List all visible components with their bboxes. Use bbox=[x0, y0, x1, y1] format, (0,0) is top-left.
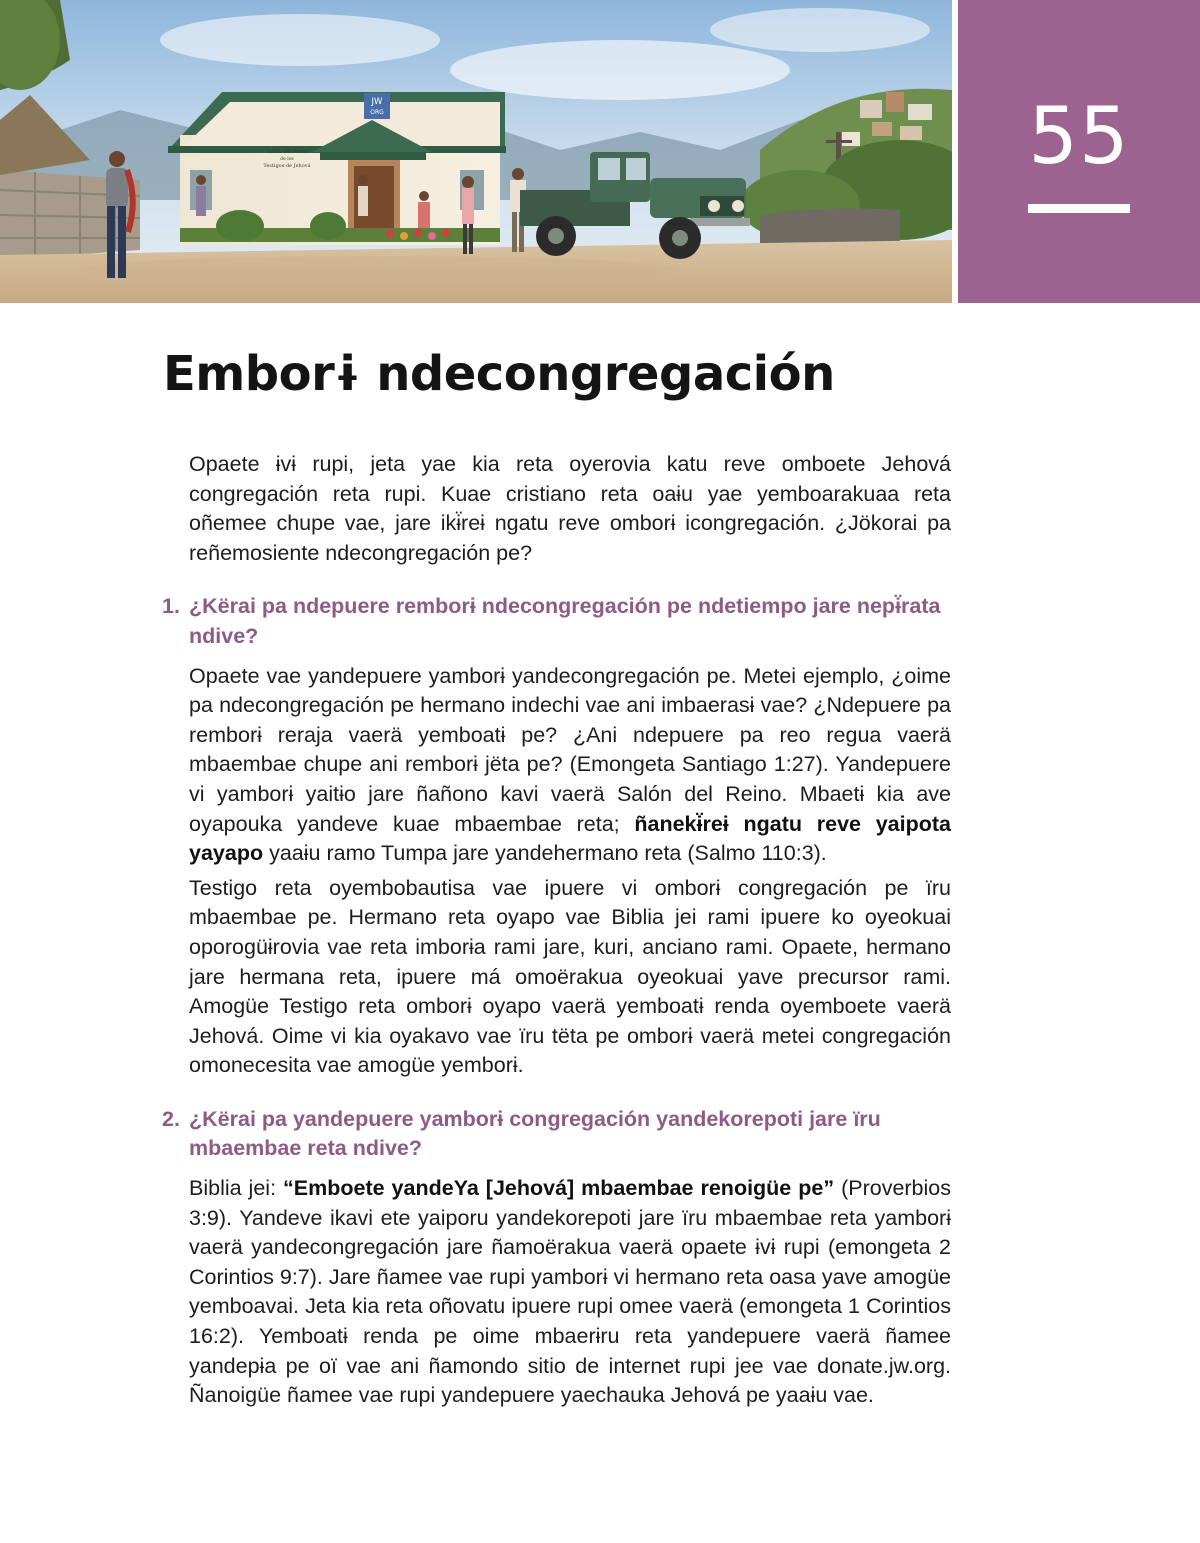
header-illustration bbox=[0, 0, 952, 303]
section-1-paragraph-2: Testigo reta oyembobautisa vae ipuere vi omborɨ congregación pe ïru mbaembae pe. Hermano reta oyapo vae Biblia jei rami ipuere ko oyeokuai oporogüɨrovia vae reta imborɨa rami jare, kuri, anciano rami. Opaete, hermano jare hermana reta, ipuere má omoërakua oyeokuai yave precursor rami. Amogüe Testigo reta omborɨ oyapo vaerä yemboatɨ renda oyemboete vaerä Jehová. Oime vi kia oyakavo vae ïru tëta pe omborɨ vaerä metei congregación omonecesita vae amogüe yemborɨ. bbox=[189, 875, 951, 1078]
hall-sign-line-1: Salón del Reino bbox=[267, 149, 307, 155]
section-2-paragraph-1 bbox=[189, 1174, 951, 1411]
section-2-p1-text: Biblia jei: bbox=[189, 1176, 284, 1201]
lesson-content bbox=[162, 450, 951, 1411]
question-2-text: ¿Kërai pa yandepuere yamborɨ congregación yandekorepoti jare ïru mbaembae reta ndive? bbox=[189, 1106, 881, 1161]
section-1-p1-text: Opaete vae yandepuere yamborɨ yandecongregación pe. Metei ejemplo, ¿oime pa ndecongregación pe hermano indechi vae ani imbaerasɨ vae? ¿Ndepuere pa remborɨ reraja vaerä yemboatɨ pe? ¿Ani ndepuere pa reo regua vaerä mbaembae chupe ani remborɨ jëta pe? (Emongeta Santiago 1:27). Yandepuere vi yamborɨ yaitɨo jare ñañono kavi vaerä Salón del Reino. Mbaetɨ kia ave oyapouka yandeve kuae mbaembae reta; bbox=[189, 663, 951, 836]
hall-sign-line-3: Testigos de Jehová bbox=[263, 163, 311, 169]
question-1-text: ¿Kërai pa ndepuere remborɨ ndecongregación pe ndetiempo jare nepɨ̈rata ndive? bbox=[189, 594, 941, 648]
question-2 bbox=[162, 1105, 951, 1164]
question-1-number: 1. bbox=[162, 594, 180, 619]
section-1-paragraph-1 bbox=[189, 662, 951, 869]
intro-paragraph: Opaete ɨvɨ rupi, jeta yae kia reta oyerovia katu reve omboete Jehová congregación reta rupi. Kuae cristiano reta oaɨu yae yemboarakuaa reta oñemee chupe vae, jare ikɨ̈reɨ ngatu reve omborɨ icongregación. ¿Jökorai pa reñemosiente ndecongregación pe? bbox=[189, 452, 951, 565]
question-2-number: 2. bbox=[162, 1106, 180, 1131]
lesson-number-box bbox=[958, 0, 1200, 303]
page-title: Emborɨ ndecongregación bbox=[163, 346, 835, 402]
jw-logo-line-2: ORG bbox=[370, 109, 384, 116]
question-1 bbox=[162, 592, 951, 651]
section-2-p1-text-end: (Proverbios 3:9). Yandeve ikavi ete yaiporu yandekorepoti jare ïru mbaembae reta yamborɨ vaerä yandecongregación jare ñamoërakua vaerä opaete ɨvɨ rupi (emongeta 2 Corintios 9:7). Jare ñamee vae rupi yamborɨ vi hermano reta oasa yave amogüe yemboavai. Jeta kia reta oñovatu ipuere rupi omee vaerä (emongeta 1 Corintios 16:2). Yemboatɨ renda pe oime mbaerɨru reta yandepuere vaerä ñamee yandepɨa pe oï vae ani ñamondo sitio de internet rupi jee vae donate.jw.org. Ñanoigüe ñamee vae rupi yandepuere yaechauka Jehová pe yaaɨu vae. bbox=[189, 1176, 951, 1408]
lesson-number: 55 bbox=[1028, 92, 1130, 182]
jw-logo-line-1: JW bbox=[371, 97, 383, 107]
section-1-p1-text-end: yaaɨu ramo Tumpa jare yandehermano reta (Salmo 110:3). bbox=[263, 841, 827, 866]
lesson-number-underline bbox=[1028, 204, 1130, 213]
section-1-p1-emphasis: ñanekɨ̈reɨ ngatu reve yaipota yayapo bbox=[189, 811, 951, 866]
section-2-p1-quote: “Emboete yandeYa [Jehová] mbaembae renoigüe pe” bbox=[283, 1176, 835, 1201]
hall-sign-line-2: de los bbox=[280, 157, 294, 162]
